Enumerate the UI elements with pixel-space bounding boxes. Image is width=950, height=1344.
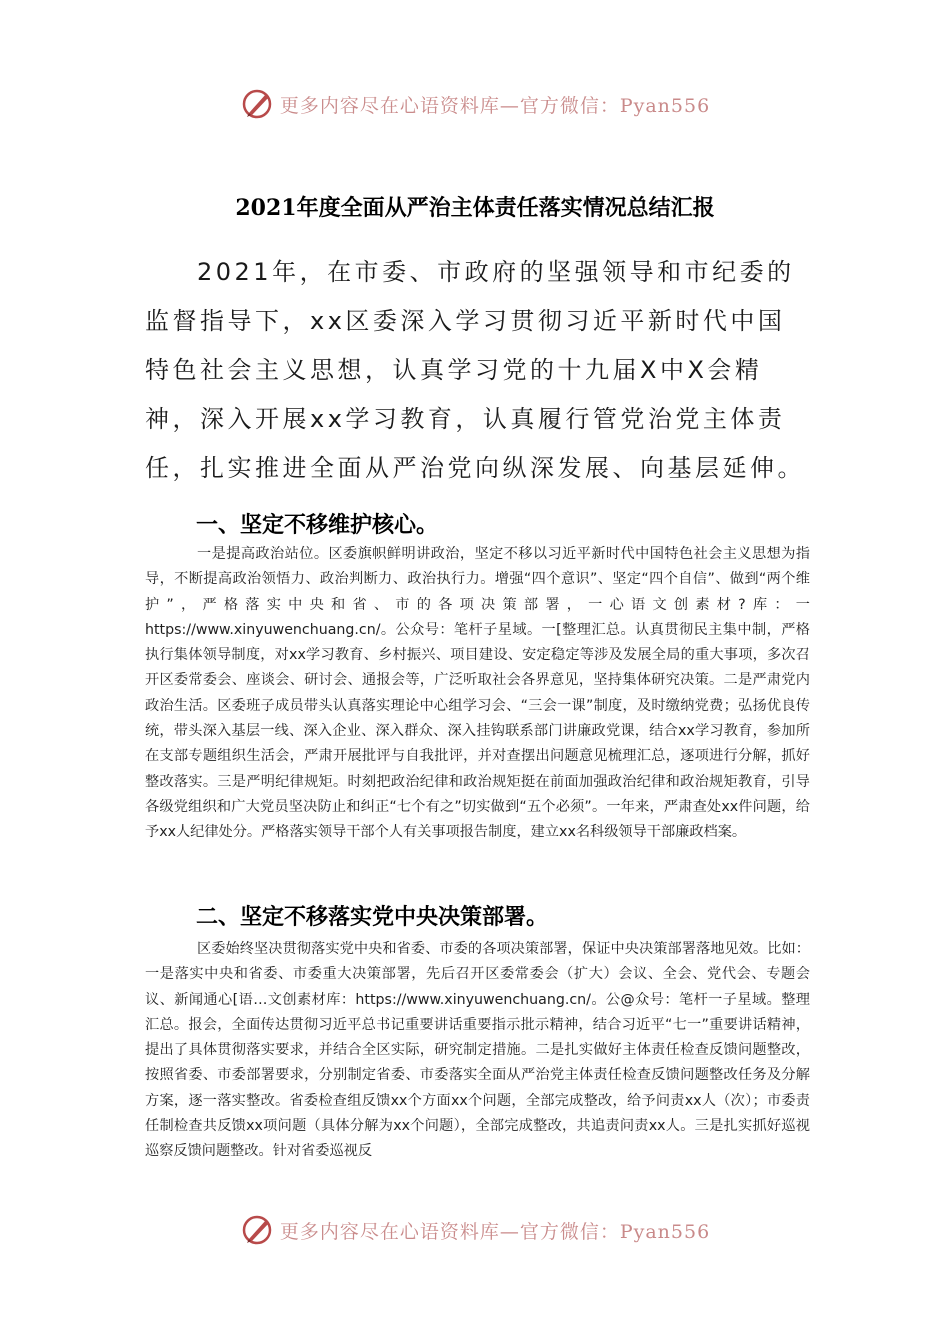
banner-text: 更多内容尽在心语资料库—官方微信：Pyan556 <box>279 94 711 117</box>
intro-paragraph: 2021年，在市委、市政府的坚强领导和市纪委的监督指导下，xx区委深入学习贯彻习近平新时代中国特色社会主义思想，认真学习党的十九届X中X会精神，深入开展xx学习教育，认真履行管党治党主体责任，扎实推进全面从严治党向纵深发展、向基层延伸。 <box>145 258 805 482</box>
pen-logo-icon <box>240 1212 276 1248</box>
section-1-body: 一是提高政治站位。区委旗帜鲜明讲政治，坚定不移以习近平新时代中国特色社会主义思想为指导，不断提高政治领悟力、政治判断力、政治执行力。增强“四个意识”、坚定“四个自信”、做到“两个维护”，严格落实中央和省、市的各项决策部署，一心语文创素材?库：一https://www.xinyuwenchuang.cn/。公众号：笔杆子星域。一[整理汇总。认真贯彻民主集中制，严格执行集体领导制度，对xx学习教育、乡村振兴、项目建设、安定稳定等涉及发展全局的重大事项，多次召开区委常委会、座谈会、研讨会、通报会等，广泛听取社会各界意见，坚持集体研究决策。二是严肃党内政治生活。区委班子成员带头认真落实理论中心组学习会、“三会一课”制度，及时缴纳党费；弘扬优良传统，带头深入基层一线、深入企业、深入群众、深入挂钩联系部门讲廉政党课，结合xx学习教育，参加所在支部专题组织生活会，严肃开展批评与自我批评，并对查摆出问题意见梳理汇总，逐项进行分解，抓好整改落实。三是严明纪律规矩。时刻把政治纪律和政治规矩挺在前面加强政治纪律和政治规矩教育，引导各级党组织和广大党员坚决防止和纠正“七个有之”切实做到“五个必须”。一年来，严肃查处xx件问题，给予xx人纪律处分。严格落实领导干部个人有关事项报告制度，建立xx名科级领导干部廉政档案。 <box>145 546 810 841</box>
section-2-body: 区委始终坚决贯彻落实党中央和省委、市委的各项决策部署，保证中央决策部署落地见效。比如：一是落实中央和省委、市委重大决策部署，先后召开区委常委会（扩大）会议、全会、党代会、专题会议、新闻通心[语…文创素材库：https://www.xinyuwenchuang.cn/。公@众号：笔杆一子星域。整理汇总。报会，全面传达贯彻习近平总书记重要讲话重要指示批示精神，结合习近平“七一”重要讲话精神，提出了具体贯彻落实要求，并结合全区实际，研究制定措施。二是扎实做好主体责任检查反馈问题整改，按照省委、市委部署要求，分别制定省委、市委落实全面从严治党主体责任检查反馈问题整改任务及分解方案，逐一落实整改。省委检查组反馈xx个方面xx个问题，全部完成整改，给予问责xx人（次）；市委责任制检查共反馈xx项问题（具体分解为xx个问题），全部完成整改，共追责问责xx人。三是扎实抓好巡视巡察反馈问题整改。针对省委巡视反 <box>145 941 810 1160</box>
section-2-heading: 二、坚定不移落实党中央决策部署。 <box>196 905 549 930</box>
pen-logo-icon <box>240 86 276 122</box>
document-title: 2021年度全面从严治主体责任落实情况总结汇报 <box>235 194 715 221</box>
header-banner <box>0 82 950 126</box>
banner-text: 更多内容尽在心语资料库—官方微信：Pyan556 <box>279 1220 711 1243</box>
footer-banner <box>0 1208 950 1252</box>
section-1-heading: 一、坚定不移维护核心。 <box>196 513 439 538</box>
